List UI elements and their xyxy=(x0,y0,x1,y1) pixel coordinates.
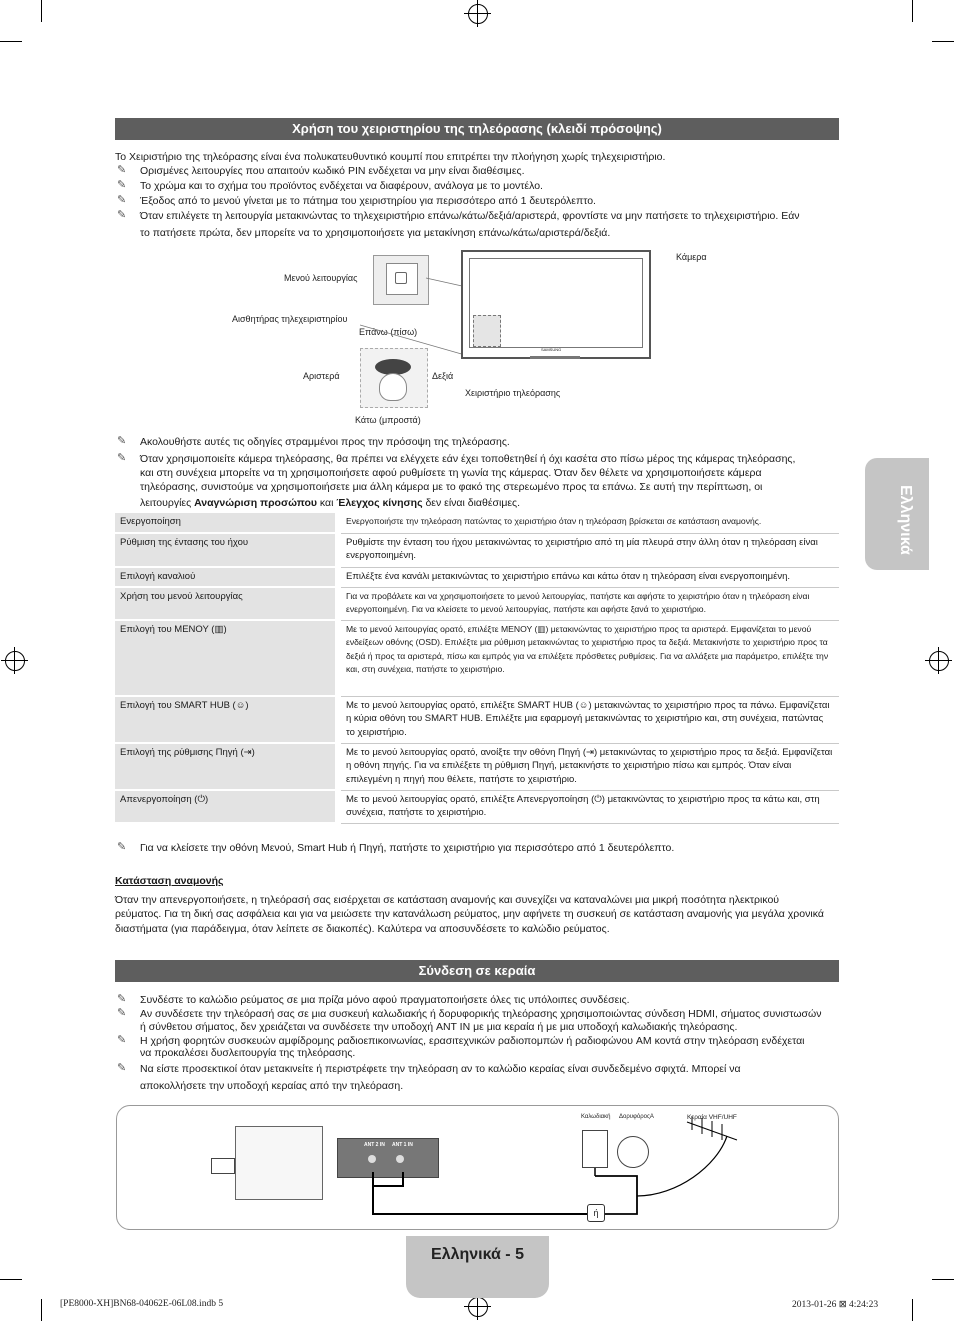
label-right: Δεξιά xyxy=(432,371,454,381)
note-icon: ✎ xyxy=(117,179,127,191)
label-camera: Κάμερα xyxy=(676,252,707,262)
language-side-tab xyxy=(865,458,929,570)
label-tv-controller: Χειριστήριο τηλεόρασης xyxy=(465,388,561,398)
table-cell-label: Απενεργοποίηση (⏻) xyxy=(115,790,338,823)
language-side-label: Ελληνικά xyxy=(897,485,914,555)
table-cell-desc: Με το μενού λειτουργίας ορατό, επιλέξτε Απενεργοποίηση (⏻) μετακινώντας το χειριστήριο προς τα κάτω και, στη συνέχεια, πατήστε το χειριστήριο. xyxy=(338,790,839,823)
footer-timestamp: 2013-01-26 ⊠ 4:24:23 xyxy=(792,1300,879,1310)
note-icon: ✎ xyxy=(117,841,127,853)
section-title-remote: Χρήση του χειριστηρίου της τηλεόρασης (κλειδί πρόσοψης) xyxy=(115,118,839,140)
note-text: Όταν επιλέγετε τη λειτουργία μετακινώντας το τηλεχειριστήριο επάνω/κάτω/δεξιά/αριστερά, φροντίστε να μην πατήσετε το τηλεχειριστήριο. Εάν xyxy=(140,210,800,222)
crop-mark xyxy=(41,1299,42,1321)
crop-mark xyxy=(932,1279,954,1280)
table-cell-label: Επιλογή του SMART HUB (☺) xyxy=(115,696,338,743)
page-number-label: Ελληνικά - 5 xyxy=(431,1246,524,1263)
note-text: ή σύνθετου σήματος, δεν χρειάζεται να συνδέσετε την υποδοχή ANT IN με μια κεραία ή με μια υποδοχή καλωδιακής τηλεόρασης. xyxy=(140,1021,738,1033)
table-cell-desc: Με το μενού λειτουργίας ορατό, επιλέξτε ΜΕΝΟΥ (▥) μετακινώντας το χειριστήριο προς τα αριστερά. Εμφανίζεται το μενού ενδείξεων οθόνης (OSD). Επιλέξτε μια ρύθμιση μετακινώντας το χειριστήριο προς τα δεξιά. Μετακινήστε το χειριστήριο προς τα δεξιά ή προς τα αριστερά, πίσω και εμπρός για να επιλέξετε πρόσθετες ρυθμίσεις. Για να αλλάξετε μια παράμετρο, επιλέξτε την και, στη συνέχεια, πατήστε το χειριστήριο. xyxy=(338,620,839,696)
note-icon: ✎ xyxy=(117,435,127,447)
wall-socket-illustration xyxy=(582,1130,608,1168)
standby-text: διαστήματα (για παράδειγμα, όταν λείπετε σε διακοπές). Καλύτερα να αποσυνδέσετε το καλώδιο ρεύματος. xyxy=(115,923,610,935)
table-cell-desc: Με το μενού λειτουργίας ορατό, ανοίξτε την οθόνη Πηγή (⇥) μετακινώντας το χειριστήριο προς τα δεξιά. Εμφανίζεται η οθόνη πηγής. Για να επιλέξετε τη ρύθμιση Πηγή, μετακινήστε το χειριστήριο πίσω και εμπρός. Όταν είναι επιλεγμένη η πηγή που θέλετε, πατήστε το χειριστήριο. xyxy=(338,743,839,790)
label-vhf-uhf: Κεραία VHF/UHF xyxy=(687,1114,737,1121)
note-text: Ακολουθήστε αυτές τις οδηγίες στραμμένοι προς την πρόσοψη της τηλεόρασης. xyxy=(140,436,510,448)
antenna-diagram-frame xyxy=(116,1105,839,1230)
table-row xyxy=(115,567,839,587)
table-cell-label: Επιλογή καναλιού xyxy=(115,567,338,587)
crop-mark xyxy=(912,1299,913,1321)
note-text: να προκαλέσει δυσλειτουργία της τηλεόρασης. xyxy=(140,1047,356,1059)
label-satellite: ΔορυφόροςA xyxy=(619,1114,654,1120)
note-icon: ✎ xyxy=(117,452,127,464)
ant-in-1-label: ANT 1 IN xyxy=(392,1142,413,1148)
or-label: ή xyxy=(593,1208,599,1218)
antenna-cable-lines xyxy=(117,1106,837,1229)
label-up: Επάνω (πίσω) xyxy=(359,327,418,337)
note-icon: ✎ xyxy=(117,993,127,1005)
page-number-tab xyxy=(406,1236,549,1298)
table-row xyxy=(115,620,839,696)
table-cell-desc: Επιλέξτε ένα κανάλι μετακινώντας το χειριστήριο επάνω και κάτω όταν η τηλεόραση είναι ενεργοποιημένη. xyxy=(338,567,839,587)
tv-stand xyxy=(530,356,580,359)
standby-text: ρεύματος. Για τη δική σας ασφάλεια και για να μειώσετε την κατανάλωση ρεύματος, μην αφήνετε τη συσκευή σε κατάσταση αναμονής για μεγάλα χρονικά xyxy=(115,908,824,920)
table-cell-desc: Ενεργοποιήστε την τηλεόραση πατώντας το χειριστήριο όταν η τηλεόραση βρίσκεται σε κατάσταση αναμονής. xyxy=(338,513,839,533)
registration-mark xyxy=(468,4,488,24)
label-remote-sensor: Αισθητήρας τηλεχειριστηρίου xyxy=(232,314,348,324)
table-cell-label: Επιλογή του ΜΕΝΟΥ (▥) xyxy=(115,620,338,696)
closing-note: Για να κλείσετε την οθόνη Μενού, Smart Hub ή Πηγή, πατήστε το χειριστήριο για περισσότερο από 1 δευτερόλεπτο. xyxy=(140,842,675,854)
table-cell-desc: Για να προβάλετε και να χρησιμοποιήσετε το μενού λειτουργίας, πατήστε και αφήστε το χειριστήριο όταν η τηλεόραση είναι ενεργοποιημένη. Για να κλείσετε το μενού λειτουργίας, πατήστε και αφήστε ξανά το χειριστήριο. xyxy=(338,587,839,620)
crop-mark xyxy=(0,41,22,42)
registration-mark xyxy=(468,1297,488,1317)
note-text: Να είστε προσεκτικοί όταν μετακινείτε ή περιστρέφετε την τηλεόραση αν το καλώδιο κεραίας είναι συνδεδεμένο σφιχτά. Μπορεί να xyxy=(140,1063,741,1075)
note-text: και στη συνέχεια μπορείτε να τη χρησιμοποιήσετε αφού ρυθμίσετε τη γωνία της κάμερας. Όταν δεν θέλετε να χρησιμοποιήσετε κάμερα xyxy=(140,467,762,479)
label-function-menu: Μενού λειτουργίας xyxy=(284,273,358,283)
note-icon: ✎ xyxy=(117,1034,127,1046)
note-icon: ✎ xyxy=(117,1007,127,1019)
label-down: Κάτω (μπροστά) xyxy=(355,415,421,425)
table-cell-label: Ρύθμιση της έντασης του ήχου xyxy=(115,533,338,567)
note-icon: ✎ xyxy=(117,194,127,206)
intro-text: Το Χειριστήριο της τηλεόρασης είναι ένα πολυκατευθυντικό κουμπί που επιτρέπει την πλοήγηση χωρίς τηλεχειριστήριο. xyxy=(115,151,666,163)
section-title-antenna: Σύνδεση σε κεραία xyxy=(115,960,839,982)
note-icon: ✎ xyxy=(117,209,127,221)
label-cable: Καλωδιακή xyxy=(581,1114,611,1120)
table-row xyxy=(115,587,839,620)
label-left: Αριστερά xyxy=(303,371,340,381)
crop-mark xyxy=(0,1279,22,1280)
note-text: τηλεόρασης, συνιστούμε να χρησιμοποιήσετε μια άλλη κάμερα με το φακό της στερεωμένο προς τα επάνω. Σε αυτή την περίπτωση, οι xyxy=(140,481,763,493)
table-row xyxy=(115,533,839,567)
note-text: Το χρώμα και το σχήμα του προϊόντος ενδέχεται να διαφέρουν, ανάλογα με το μοντέλο. xyxy=(140,180,543,192)
crop-mark xyxy=(41,0,42,22)
note-text: Ορισμένες λειτουργίες που απαιτούν κωδικό PIN ενδέχεται να μην είναι διαθέσιμες. xyxy=(140,165,525,177)
table-cell-label: Χρήση του μενού λειτουργίας xyxy=(115,587,338,620)
satellite-dish-illustration xyxy=(617,1136,649,1168)
registration-mark xyxy=(5,651,25,671)
tv-brand: SAMSUNG xyxy=(541,347,562,352)
table-row xyxy=(115,743,839,790)
table-cell-desc: Με το μενού λειτουργίας ορατό, επιλέξτε SMART HUB (☺) μετακινώντας το χειριστήριο προς τα πάνω. Εμφανίζεται η κύρια οθόνη του SMART HUB. Επιλέξτε μια εφαρμογή μετακινώντας το χειριστήριο και, στη συνέχεια, πατώντας το χειριστήριο. xyxy=(338,696,839,743)
standby-text: Όταν την απενεργοποιήσετε, η τηλεόρασή σας εισέρχεται σε κατάσταση αναμονής και συνεχίζει να καταναλώνει μια μικρή ποσότητα ηλεκτρικού xyxy=(115,894,780,906)
table-cell-label: Ενεργοποίηση xyxy=(115,513,338,533)
footer-file-info: [PE8000-XH]BN68-04062E-06L08.indb 5 xyxy=(60,1299,224,1309)
note-text: Αν συνδέσετε την τηλεόρασή σας σε μια συσκευή καλωδιακής ή δορυφορικής τηλεόρασης χρησιμοποιώντας σύνδεση HDMI, σήματος συνιστωσών xyxy=(140,1008,822,1020)
table-row xyxy=(115,513,839,533)
note-text: Συνδέστε το καλώδιο ρεύματος σε μια πρίζα μόνο αφού πραγματοποιήσετε όλες τις υπόλοιπες συνδέσεις. xyxy=(140,994,630,1006)
table-row xyxy=(115,696,839,743)
table-row xyxy=(115,790,839,823)
registration-mark xyxy=(929,651,949,671)
note-icon: ✎ xyxy=(117,164,127,176)
crop-mark xyxy=(932,41,954,42)
note-text: αποκολλήσετε την υποδοχή κεραίας από την τηλεόραση. xyxy=(140,1080,404,1092)
note-text: Όταν χρησιμοποιείτε κάμερα τηλεόρασης, θα πρέπει να ελέγχετε εάν έχει τοποθετηθεί ή όχι κασέτα στο πίσω μέρος της κάμερας τηλεόρασης, xyxy=(140,453,796,465)
or-badge xyxy=(587,1204,605,1222)
function-table xyxy=(115,513,839,824)
standby-heading: Κατάσταση αναμονής xyxy=(115,875,224,887)
note-text: Έξοδος από το μενού γίνεται με το πάτημα του χειριστηρίου για περισσότερο από 1 δευτερόλεπτο. xyxy=(140,195,596,207)
table-cell-desc: Ρυθμίστε την ένταση του ήχου μετακινώντας το χειριστήριο από τη μία πλευρά στην άλλη όταν η τηλεόραση είναι ενεργοποιημένη. xyxy=(338,533,839,567)
note-text: το πατήσετε πρώτα, δεν μπορείτε να το χρησιμοποιήσετε για μετακίνηση επάνω/κάτω/αριστερά/δεξιά. xyxy=(140,227,611,239)
table-cell-label: Επιλογή της ρύθμισης Πηγή (⇥) xyxy=(115,743,338,790)
tv-illustration xyxy=(461,250,651,359)
ant-in-2-label: ANT 2 IN xyxy=(364,1142,385,1148)
note-text: λειτουργίες Αναγνώριση προσώπου και Έλεγχος κίνησης δεν είναι διαθέσιμες. xyxy=(140,497,521,509)
note-icon: ✎ xyxy=(117,1062,127,1074)
note-text: Η χρήση φορητών συσκευών αμφίδρομης ραδιοεπικοινωνίας, ερασιτεχνικών ραδιοπομπών ή ραδιοφώνου AM κοντά στην τηλεόραση ενδέχεται xyxy=(140,1035,805,1047)
crop-mark xyxy=(912,0,913,22)
